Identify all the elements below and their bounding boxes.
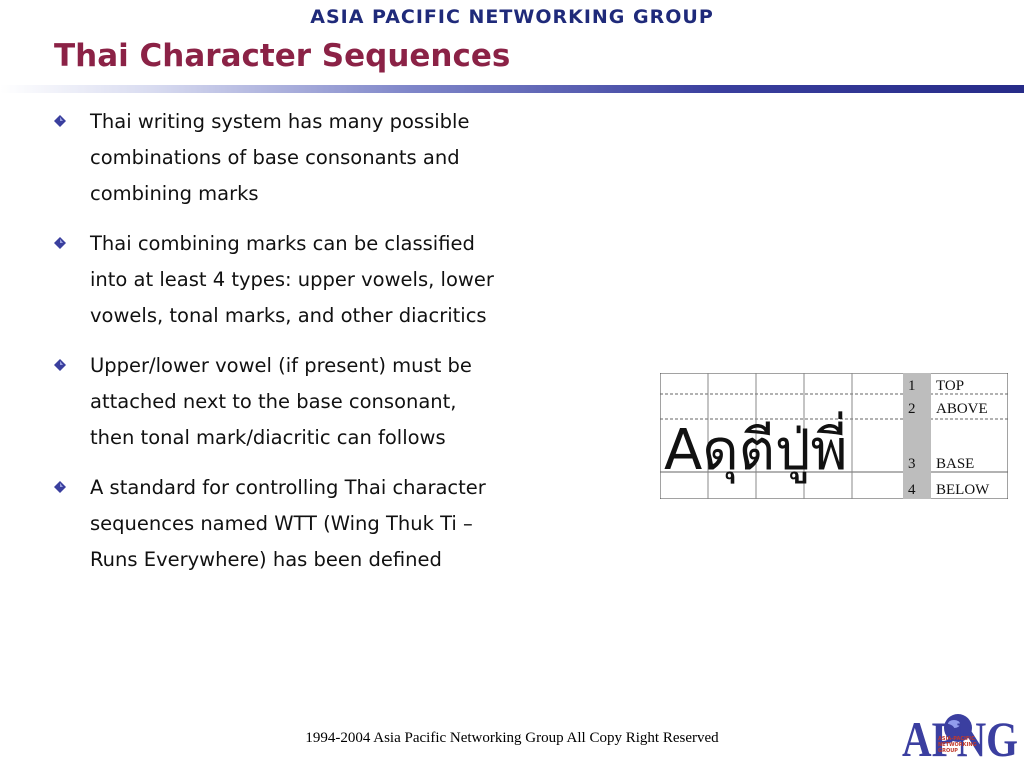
bullet-text: Upper/lower vowel (if present) must be attached next to the base consonant, then tonal mark/diacritic can follows	[90, 354, 472, 449]
level-num: 3	[908, 456, 916, 472]
bullet-text: Thai combining marks can be classified into at least 4 types: upper vowels, lower vowels, tonal marks, and other diacritics	[90, 232, 494, 327]
logo-line: ASIA-PACIFIC	[938, 736, 975, 742]
logo-line: GROUP	[938, 748, 958, 754]
slide-title: Thai Character Sequences	[54, 38, 511, 74]
bullet-text: Thai writing system has many possible combinations of base consonants and combining marks	[90, 110, 470, 205]
footer-copyright: 1994-2004 Asia Pacific Networking Group All Copy Right Reserved	[305, 730, 719, 746]
title-divider-bar	[0, 85, 1024, 93]
diamond-bullet-icon	[54, 359, 66, 371]
level-num: 4	[908, 482, 916, 498]
bullet-item	[54, 470, 504, 578]
level-num: 1	[908, 378, 916, 394]
level-label: TOP	[936, 378, 965, 394]
level-label: ABOVE	[936, 401, 988, 417]
level-label: BASE	[936, 456, 975, 472]
logo-line: NETWORKING	[938, 742, 977, 748]
diamond-bullet-icon	[54, 481, 66, 493]
header-banner	[0, 6, 1024, 28]
bullet-item	[54, 226, 504, 334]
logo-letters: APNG	[902, 711, 1018, 764]
header-banner-text: ASIA PACIFIC NETWORKING GROUP	[310, 6, 714, 28]
bullet-text: A standard for controlling Thai character sequences named WTT (Wing Thuk Ti – Runs Everywhere) has been defined	[90, 476, 486, 571]
level-num: 2	[908, 401, 916, 417]
diamond-bullet-icon	[54, 115, 66, 127]
thai-glyphs: Aดุตีปู่พี่	[664, 418, 848, 483]
bullet-item	[54, 348, 504, 456]
thai-levels-diagram	[660, 373, 1008, 499]
level-label: BELOW	[936, 482, 990, 498]
bullet-list	[54, 104, 504, 592]
apng-logo	[902, 700, 1020, 764]
diamond-bullet-icon	[54, 237, 66, 249]
bullet-item	[54, 104, 504, 212]
